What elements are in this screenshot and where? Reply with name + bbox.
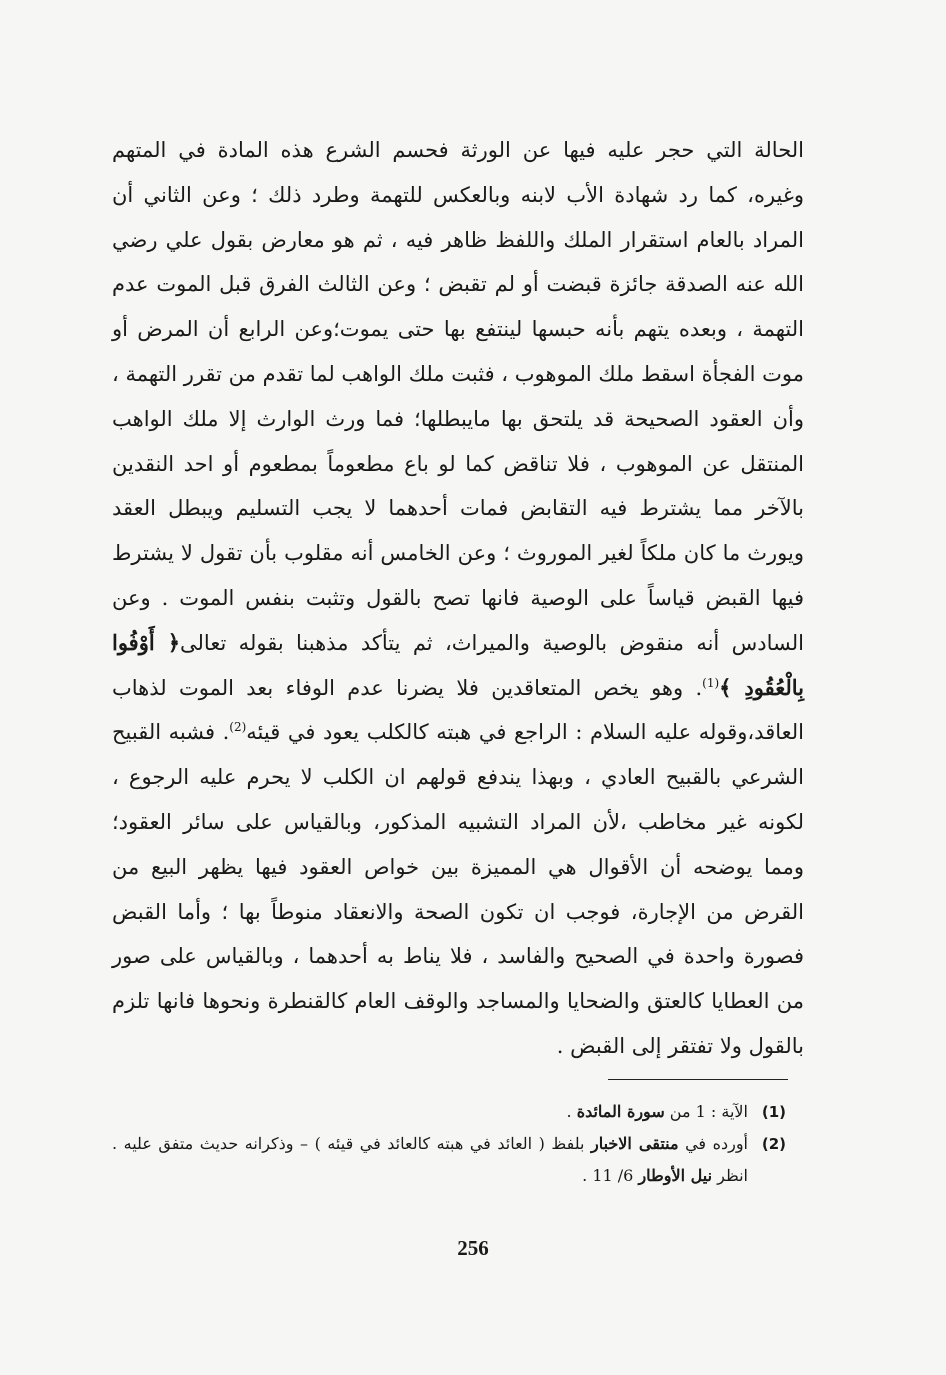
paragraph-text-1: الحالة التي حجر عليه فيها عن الورثة فحسم الشرع هذه المادة في المتهم وغيره، كما رد شهادة الأب لابنه وبالعكس للتهمة وطرد ذلك ؛ وعن الثاني أن المراد بالعام استقرار الملك واللفظ ظاهر فيه ، ثم هو معارض بقول علي رضي الله عنه الصدقة جائزة قبضت أو لم تقبض ؛ وعن الثالث الفرق قبل الموت عدم التهمة ، وبعده يتهم بأنه حبسها لينتفع بها حتى يموت؛وعن الرابع أن المرض أو موت الفجأة اسقط ملك الموهوب ، فثبت ملك الواهب لما تقدم من تقرر التهمة ، وأن العقود الصحيحة قد يلتحق بها مايبطلها؛ فما ورث الوارث إلا ملك الواهب المنتقل عن الموهوب ، فلا تناقض كما لو باع مطعوماً بمطعوم أو احد النقدين بالآخر مما يشترط فيه التقابض فمات أحدهما لا يجب التسليم ويبطل العقد ويورث ما كان ملكاً لغير الموروث ؛ وعن الخامس أنه مقلوب بأن تقول لا يشترط فيها القبض قياساً على الوصية فانها تصح بالقول وتثبت بنفس الموت . وعن السادس أنه منقوض بالوصية والميراث، ثم يتأكد مذهبنا بقوله تعالى	[112, 138, 804, 655]
footnote-1	[112, 1096, 792, 1128]
footnote-text: الآية : 1 من	[664, 1102, 748, 1121]
paragraph-text-3: . فشبه القبيح الشرعي بالقبيح العادي ، وبهذا يندفع قولهم ان الكلب لا يحرم عليه الرجوع ، لكونه غير مخاطب ،لأن المراد التشبيه المذكور، وبالقياس على سائر العقود؛ ومما يوضحه أن الأقوال هي المميزة بين خواص العقود فيها يظهر البيع من القرض من الإجارة، فوجب ان تكون الصحة والانعقاد منوطاً بها ؛ وأما القبض فصورة واحدة في الصحيح والفاسد ، فلا يناط به أحدهما ، وبالقياس على صور من العطايا كالعتق والضحايا والمساجد والوقف العام كالقنطرة ونحوها فانها تلزم بالقول ولا تفتقر إلى القبض .	[112, 720, 804, 1058]
footnote-source-title: منتقى الاخبار	[590, 1134, 679, 1153]
footnote-2	[112, 1128, 792, 1192]
footnote-source-title: نيل الأوطار	[638, 1166, 713, 1185]
footnotes	[112, 1096, 792, 1192]
quran-verse: ﴿ أَوْفُوا بِالْعُقُودِ ﴾	[112, 629, 804, 700]
footnote-separator	[608, 1079, 788, 1080]
footnote-text: .	[566, 1102, 577, 1121]
footnote-number: (2)	[761, 1135, 786, 1153]
footnote-text: أورده في	[678, 1134, 748, 1153]
main-paragraph	[112, 128, 804, 1069]
paragraph-text-2: . وهو يخص المتعاقدين فلا يضرنا عدم الوفاء بعد الموت لذهاب العاقد،وقوله عليه السلام : الراجع في هبته كالكلب يعود في قيئه	[112, 675, 804, 745]
page-number: 256	[457, 1236, 489, 1260]
footnote-text: بلفظ ( العائد في هبته كالعائد في قيئه ) – وذكرانه حديث متفق عليه . انظر	[112, 1134, 748, 1185]
footnote-number: (1)	[761, 1103, 786, 1121]
footnote-text: 6/ 11 .	[582, 1166, 639, 1185]
footnote-marker-2: (2)	[229, 720, 247, 735]
footnote-source-title: سورة المائدة	[576, 1102, 665, 1121]
footnote-marker-1: (1)	[702, 675, 720, 690]
